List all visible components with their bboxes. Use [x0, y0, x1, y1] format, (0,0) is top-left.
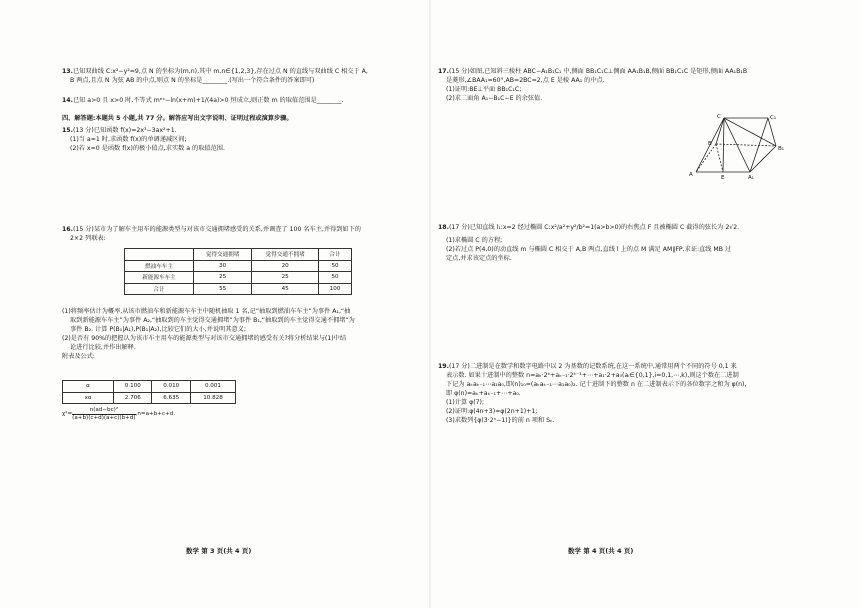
question-19-number: 19.	[438, 363, 449, 370]
question-13-line-2: B 两点,且点 N 为弦 AB 的中点,则点 N 的坐标是________.(写出一个符合条件的答案即可)	[70, 77, 315, 84]
edge-bb1-hidden	[716, 144, 776, 146]
question-15	[62, 126, 225, 153]
formula-numerator: n(ad−bc)²	[89, 407, 119, 413]
table-cell: 45	[252, 283, 319, 295]
formula-fraction	[72, 407, 135, 422]
question-18	[438, 223, 739, 263]
question-16-parts	[62, 307, 355, 361]
question-13	[62, 67, 368, 85]
question-14	[62, 96, 343, 105]
question-15-line-2: (1)当 a=1 时,求函数 f(x)的单调递减区间;	[70, 136, 187, 143]
label-B1: B₁	[778, 146, 784, 152]
edge-be-hidden	[716, 144, 723, 172]
table-cell: 10.828	[190, 392, 235, 404]
question-13-line-1: 已知双曲线 C:x²−y²=9,点 N 的坐标为(m,n),其中 m,n∈{1,2,3},存在过点 N 的直线与双曲线 C 相交于 A,	[72, 68, 368, 75]
chi-square-formula	[62, 407, 175, 422]
question-16-part1-line-2: 取到新能源车车主”为事件 A₂,“抽取到的车主觉得交通拥堵”为事件 B₁,“抽取到的车主觉得交通不拥堵”为	[70, 317, 355, 324]
table-cell: 25	[252, 272, 319, 284]
label-A: A	[689, 172, 693, 178]
edge-ce	[723, 118, 724, 172]
question-16-intro	[62, 225, 361, 243]
table-header-cell: 觉得交通不拥堵	[252, 249, 319, 261]
table-cell: 50	[319, 272, 352, 284]
question-19-line-5: (1)计算 φ(7);	[446, 399, 485, 406]
exam-page-4	[430, 0, 860, 608]
question-19-line-4: 即 φ(n)=aₖ+aₖ₋₁+⋯+a₀.	[446, 390, 521, 397]
appendix-label: 附表及公式:	[62, 353, 96, 360]
table-cell: 0.010	[152, 381, 190, 393]
question-16-part1-line-3: 事件 B₂. 计算 P(B₁|A₁),P(B₁|A₂),比较它们的大小,并说明其意义;	[70, 326, 246, 333]
question-19-line-7: (3)求数列{φ(3·2ⁿ−1)}的前 n 项和 Sₙ.	[446, 417, 555, 424]
question-17-number: 17.	[438, 68, 449, 75]
table-cell: 0.100	[114, 381, 152, 393]
table-header-row	[125, 249, 352, 261]
label-A1: A₁	[748, 175, 754, 180]
label-E: E	[721, 175, 725, 180]
question-16-line-2: 2×2 列联表:	[70, 235, 106, 242]
question-19-line-1: (17 分)二进制是在数学和数字电路中以 2 为基数的记数系统,在这一系统中,通常用两个不同的符号 0,1 来	[448, 363, 737, 370]
table-cell: α	[63, 381, 114, 393]
edge-ba-hidden	[696, 144, 716, 172]
question-18-line-3: (2)若过点 P(4,0)的动直线 m 与椭圆 C 相交于 A,B 两点,直线 l 上的点 M 满足 AM∥FP,求证:直线 MB 过	[446, 246, 732, 253]
table-header-cell: 觉得交通拥堵	[194, 249, 252, 261]
question-17	[438, 67, 747, 103]
table-header-cell: 合计	[319, 249, 352, 261]
question-19-line-6: (2)证明:φ(4n+3)=φ(2n+1)+1;	[446, 408, 538, 415]
question-17-line-1: (15 分)如图,已知斜三棱柱 ABC−A₁B₁C₁ 中,侧面 BB₁C₁C⊥侧面 AA₁B₁B,侧面 BB₁C₁C 是矩形,侧面 AA₁B₁B	[448, 68, 748, 75]
question-18-number: 18.	[438, 224, 449, 231]
question-19	[438, 362, 746, 425]
table-cell: 100	[319, 283, 352, 295]
question-18-line-4: 定点,并求该定点的坐标.	[446, 255, 512, 262]
question-18-line-2: (1)求椭圆 C 的方程;	[446, 237, 503, 244]
question-13-number: 13.	[62, 68, 73, 75]
table-cell: 55	[194, 283, 252, 295]
page-footer-left: 数学 第 3 页(共 4 页)	[186, 547, 252, 555]
table-row	[125, 283, 352, 295]
question-17-line-3: (1)证明:BE⊥平面 BB₁C₁C;	[446, 86, 522, 93]
question-17-line-2: 是菱形,∠BAA₁=60°,AB=2BC=2,点 E 是棱 AA₁ 的中点.	[446, 77, 605, 84]
label-C: C	[717, 114, 721, 120]
table-row	[63, 392, 236, 404]
question-16-part2-line-2: 论进行比较,并作出解释.	[70, 344, 136, 351]
formula-denominator: (a+b)(c+d)(a+c)(b+d)	[72, 415, 136, 421]
edge-b1a1	[750, 146, 776, 172]
section-4-heading	[62, 114, 293, 123]
table-row	[125, 260, 352, 272]
label-B: B	[708, 141, 712, 147]
question-14-number: 14.	[62, 97, 73, 104]
table-cell: 6.635	[152, 392, 190, 404]
question-15-line-3: (2)若 x=0 是函数 f(x)的极小值点,求实数 a 的取值范围.	[70, 145, 225, 152]
question-16-part2-line-1: (2)是否有 90%的把握认为该市车主用车的能源类型与对该市交通拥堵的感受有关?将分析结果与(1)中结	[62, 335, 347, 342]
table-cell: 50	[319, 260, 352, 272]
table-header-cell	[125, 249, 194, 261]
table-cell: xα	[63, 392, 114, 404]
table-row	[63, 381, 236, 393]
contingency-table	[124, 248, 352, 295]
table-cell: 20	[252, 260, 319, 272]
question-15-line-1: (13 分)已知函数 f(x)=2x³−3ax²+1.	[72, 127, 177, 134]
critical-value-table	[62, 380, 236, 404]
table-row	[125, 272, 352, 284]
question-14-line-1: 已知 a>0 且 x>0 时,不等式 mᵉˣ−ln(x+m)+1/(4a)>0 恒成立,则正数 m 的取值范围是________.	[72, 97, 344, 104]
edge-c1b1	[768, 118, 776, 146]
prism-figure	[686, 110, 796, 180]
table-cell: 燃油车车主	[125, 260, 194, 272]
formula-tail: ,n=a+b+c+d.	[135, 411, 176, 417]
label-C1: C₁	[770, 115, 777, 121]
question-16-part1-line-1: (1)将频率估计为概率,从该市燃油车和新能源车车主中随机抽取 1 名,记“抽取到燃油车车主”为事件 A₁,“抽	[62, 308, 351, 315]
table-cell: 0.001	[190, 381, 235, 393]
question-15-number: 15.	[62, 127, 73, 134]
question-18-line-1: (17 分)已知直线 l₁:x=2 经过椭圆 C:x²/a²+y²/b²=1(a>b>0)的右焦点 F 且被椭圆 C 截得的弦长为 2√2.	[448, 224, 740, 231]
formula-lhs: χ²=	[62, 411, 73, 417]
question-17-line-4: (2)求二面角 A₁−B₁C−E 的余弦值.	[446, 95, 543, 102]
table-cell: 30	[194, 260, 252, 272]
question-19-line-3: 下记为 aₖaₖ₋₁⋯a₁a₀,即(n)₁₀=(aₖaₖ₋₁⋯a₁a₀)₂. 记十进制下的整数 n 在二进制表示下的各位数字之和为 φ(n),	[446, 381, 747, 388]
table-cell: 新能源车车主	[125, 272, 194, 284]
question-16-line-1: (15 分)某市为了解车主用车的能源类型与对该市交通拥堵感受的关系,并调查了 100 名车主,并得到如下的	[72, 226, 361, 233]
table-cell: 2.706	[114, 392, 152, 404]
edge-cb1	[724, 118, 776, 146]
table-cell: 25	[194, 272, 252, 284]
question-19-line-2: 表示数. 如果十进制中的整数 n=aₖ·2ᵏ+aₖ₋₁·2ᵏ⁻¹+⋯+a₁·2+a₀(aᵢ∈{0,1},i=0,1,⋯,k),则这个数在二进制	[446, 372, 739, 379]
table-cell: 合计	[125, 283, 194, 295]
edge-ca1	[724, 118, 750, 172]
section-4-text: 四、解答题:本题共 5 小题,共 77 分。解答应写出文字说明、证明过程或演算步骤。	[62, 115, 293, 122]
page-footer-right: 数学 第 4 页(共 4 页)	[568, 547, 634, 555]
question-16-number: 16.	[62, 226, 73, 233]
